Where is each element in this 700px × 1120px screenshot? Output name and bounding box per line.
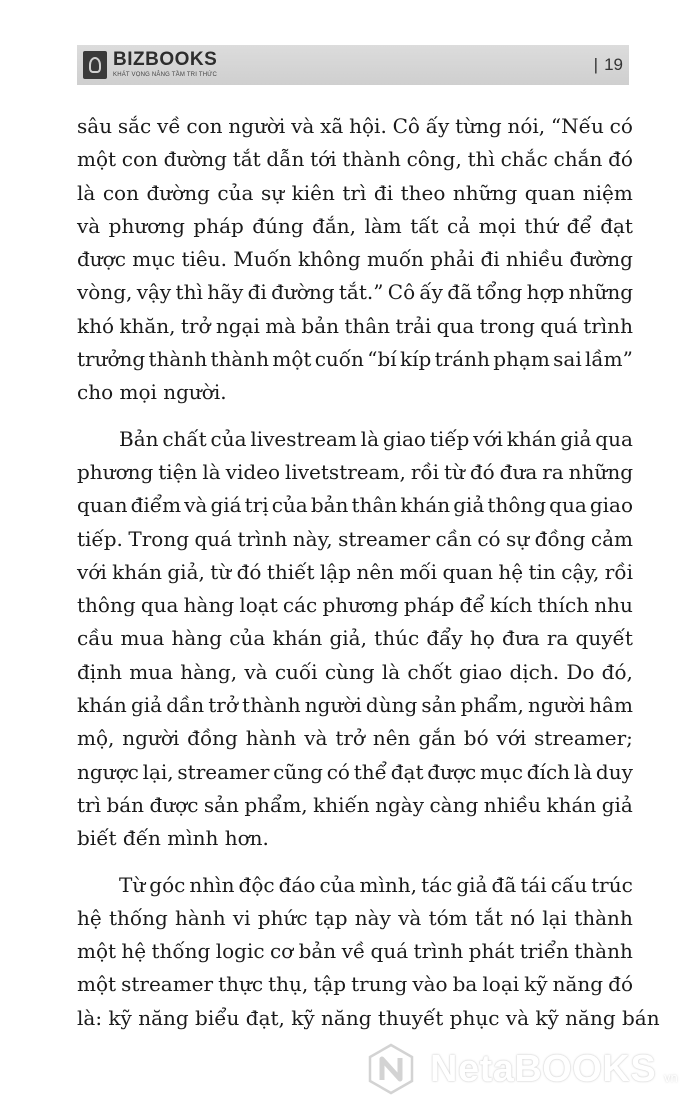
netabooks-logo-icon <box>364 1042 418 1096</box>
text-line: với khán giả, từ đó thiết lập nên mối quan hệ tin cậy, rồi <box>77 559 633 584</box>
text-line: Bản chất của livestream là giao tiếp với khán giả qua <box>119 426 633 451</box>
text-line: vòng, vậy thì hãy đi đường tắt.” Cô ấy đã tổng hợp những <box>77 280 633 305</box>
text-line: tiếp. Trong quá trình này, streamer cần có sự đồng cảm <box>77 526 633 551</box>
text-line: cho mọi người. <box>77 380 227 405</box>
text-line: Từ góc nhìn độc đáo của mình, tác giả đã tái cấu trúc <box>119 872 633 897</box>
page-number-block <box>594 56 623 74</box>
page-header <box>77 45 629 85</box>
text-line: biết đến mình hơn. <box>77 826 269 851</box>
watermark-suffix: vn <box>664 1070 678 1085</box>
text-line: và phương pháp đúng đắn, làm tất cả mọi thứ để đạt <box>77 213 633 238</box>
text-line: ngược lại, streamer cũng có thể đạt được mục đích là duy <box>77 759 633 784</box>
brand-name: BIZBOOKS <box>113 49 218 70</box>
text-line: cầu mua hàng của khán giả, thúc đẩy họ đưa ra quyết <box>77 626 633 651</box>
text-line: định mua hàng, và cuối cùng là chốt giao dịch. Do đó, <box>77 659 633 684</box>
text-line: sâu sắc về con người và xã hội. Cô ấy từng nói, “Nếu có <box>77 114 633 138</box>
text-line: phương tiện là video livetstream, rồi từ đó đưa ra những <box>77 459 633 484</box>
bizbooks-logo-icon <box>83 51 107 79</box>
body-text <box>77 110 660 1035</box>
text-line: là: kỹ năng biểu đạt, kỹ năng thuyết phục và kỹ năng bán <box>77 1005 660 1030</box>
page-number: 19 <box>604 55 623 74</box>
paragraph-gap <box>77 410 633 423</box>
text-line: trưởng thành thành một cuốn “bí kíp tránh phạm sai lầm” <box>77 347 633 372</box>
text-line: mộ, người đồng hành và trở nên gắn bó với streamer; <box>77 726 633 751</box>
paragraph <box>77 110 633 410</box>
paragraph <box>77 869 660 1035</box>
text-line: khán giả dần trở thành người dùng sản phẩm, người hâm <box>77 693 633 718</box>
text-line: trì bán được sản phẩm, khiến ngày càng nhiều khán giả <box>77 792 633 817</box>
text-line: thông qua hàng loạt các phương pháp để kích thích nhu <box>77 593 633 618</box>
text-line: một streamer thực thụ, tập trung vào ba loại kỹ năng đó <box>77 972 633 997</box>
header-separator: | <box>593 55 599 74</box>
paragraph <box>77 423 633 856</box>
watermark <box>364 1040 690 1100</box>
watermark-text: NetaBOOKS <box>430 1048 657 1090</box>
paragraph-gap <box>77 856 633 869</box>
text-line: khó khăn, trở ngại mà bản thân trải qua trong quá trình <box>77 313 633 338</box>
text-line: hệ thống hành vi phức tạp này và tóm tắt nó lại thành <box>77 905 633 930</box>
text-line: được mục tiêu. Muốn không muốn phải đi nhiều đường <box>77 247 633 272</box>
text-line: một hệ thống logic cơ bản về quá trình phát triển thành <box>77 939 633 964</box>
text-line: quan điểm và giá trị của bản thân khán giả thông qua giao <box>77 493 633 518</box>
brand-tagline: KHÁT VỌNG NÂNG TẦM TRI THỨC <box>113 72 218 78</box>
text-line: là con đường của sự kiên trì đi theo những quan niệm <box>77 180 633 205</box>
text-line: một con đường tắt dẫn tới thành công, thì chắc chắn đó <box>77 147 633 172</box>
